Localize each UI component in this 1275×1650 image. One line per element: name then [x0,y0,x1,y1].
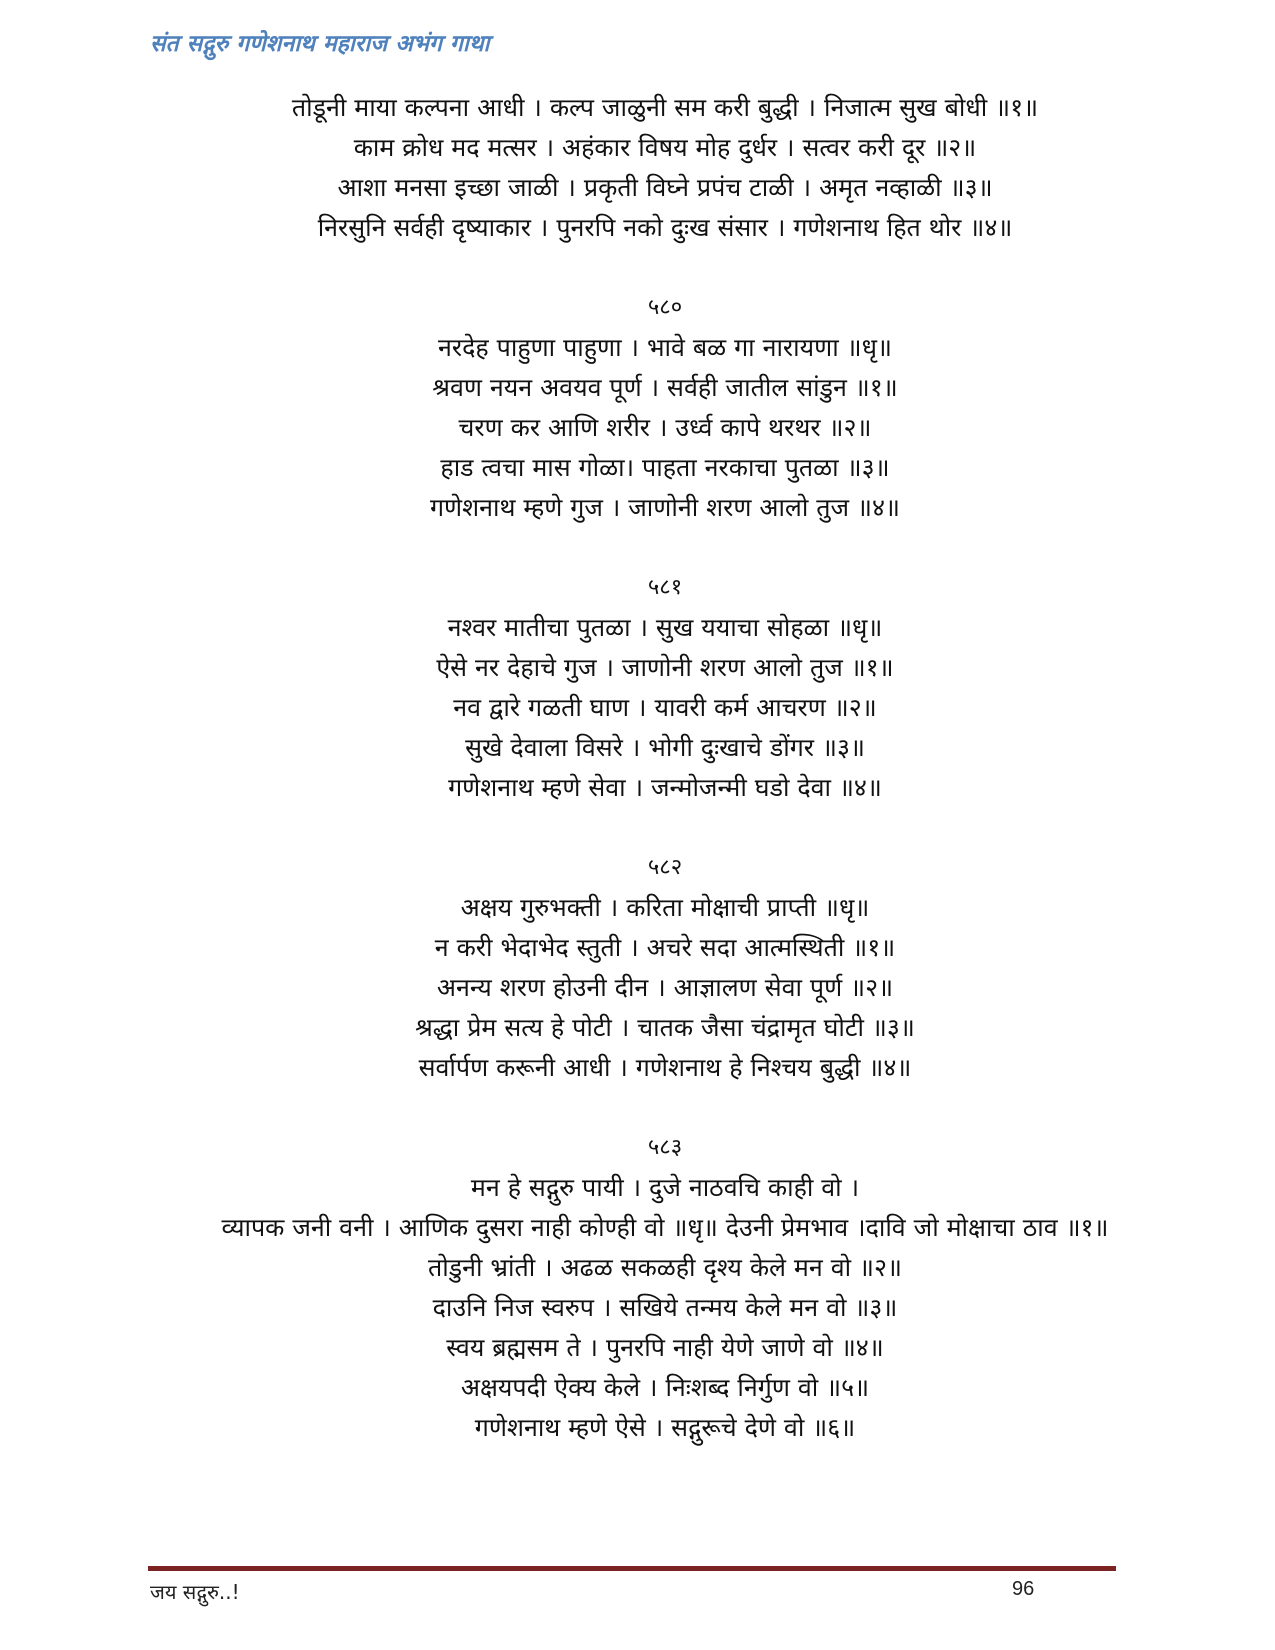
stanza-number: ५८३ [647,1135,683,1160]
verse-line: ऐसे नर देहाचे गुज । जाणोनी शरण आलो तुज ॥१॥ [436,653,894,682]
verse-line: हाड त्वचा मास गोळा। पाहता नरकाचा पुतळा ॥३॥ [440,453,890,482]
verse-line: दाउनि निज स्वरुप । सखिये तन्मय केले मन वो ॥३॥ [432,1293,898,1322]
verse-line: श्रद्धा प्रेम सत्य हे पोटी । चातक जैसा चंद्रामृत घोटी ॥३॥ [415,1013,915,1042]
verse-line: चरण कर आणि शरीर । उर्ध्व कापे थरथर ॥२॥ [458,413,872,442]
verse-line: काम क्रोध मद मत्सर । अहंकार विषय मोह दुर्धर । सत्वर करी दूर ॥२॥ [353,133,977,162]
verse-line: श्रवण नयन अवयव पूर्ण । सर्वही जातील सांडुन ॥१॥ [432,373,898,402]
abhang-content [200,88,1130,1448]
intro-stanza [200,88,1130,248]
verse-line: तोडूनी माया कल्पना आधी । कल्प जाळुनी सम करी बुद्धी । निजात्म सुख बोधी ॥१॥ [291,93,1039,122]
verse-line: निरसुनि सर्वही दृष्याकार । पुनरपि नको दुःख संसार । गणेशनाथ हित थोर ॥४॥ [317,213,1013,242]
verse-line: व्यापक जनी वनी । आणिक दुसरा नाही कोण्ही वो ॥धृ॥ देउनी प्रेमभाव ।दावि जो मोक्षाचा ठाव ॥१॥ [221,1213,1109,1242]
verse-line: स्वय ब्रह्मसम ते । पुनरपि नाही येणे जाणे वो ॥४॥ [446,1333,884,1362]
verse-line: मन हे सद्गुरु पायी । दुजे नाठवचि काही वो । [470,1173,860,1202]
footer-divider [148,1566,1116,1571]
stanza-583 [200,1128,1130,1448]
footer-text: जय सद्गुरु..! [150,1580,240,1604]
verse-line: गणेशनाथ म्हणे गुज । जाणोनी शरण आलो तुज ॥४॥ [429,493,900,522]
stanza-582 [200,848,1130,1088]
stanza-580 [200,288,1130,528]
verse-line: न करी भेदाभेद स्तुती । अचरे सदा आत्मस्थिती ॥१॥ [434,933,896,962]
verse-line: सर्वार्पण करूनी आधी । गणेशनाथ हे निश्चय बुद्धी ॥४॥ [418,1053,912,1082]
page-header-title: संत सद्गुरु गणेशनाथ महाराज अभंग गाथा [150,31,490,57]
verse-line: नरदेह पाहुणा पाहुणा । भावे बळ गा नारायणा ॥धृ॥ [438,333,892,362]
verse-line: सुखे देवाला विसरे । भोगी दुःखाचे डोंगर ॥३॥ [465,733,865,762]
verse-line: नव द्वारे गळती घाण । यावरी कर्म आचरण ॥२॥ [453,693,877,722]
verse-line: आशा मनसा इच्छा जाळी । प्रकृती विघ्ने प्रपंच टाळी । अमृत नव्हाळी ॥३॥ [337,173,993,202]
verse-line: गणेशनाथ म्हणे सेवा । जन्मोजन्मी घडो देवा ॥४॥ [448,773,882,802]
verse-line: अक्षयपदी ऐक्य केले । निःशब्द निर्गुण वो ॥५॥ [460,1373,870,1402]
verse-line: अनन्य शरण होउनी दीन । आज्ञालण सेवा पूर्ण ॥२॥ [436,973,894,1002]
verse-line: अक्षय गुरुभक्ती । करिता मोक्षाची प्राप्ती ॥धृ॥ [460,893,870,922]
verse-line: गणेशनाथ म्हणे ऐसे । सद्गुरूचे देणे वो ॥६॥ [474,1413,856,1442]
stanza-number: ५८१ [647,575,683,600]
stanza-581 [200,568,1130,808]
verse-line: तोडुनी भ्रांती । अढळ सकळही दृश्य केले मन वो ॥२॥ [428,1253,902,1282]
verse-line: नश्वर मातीचा पुतळा । सुख ययाचा सोहळा ॥धृ॥ [447,613,883,642]
stanza-number: ५८२ [647,855,683,880]
page-number: 96 [1012,1578,1035,1600]
stanza-number: ५८० [647,295,683,320]
